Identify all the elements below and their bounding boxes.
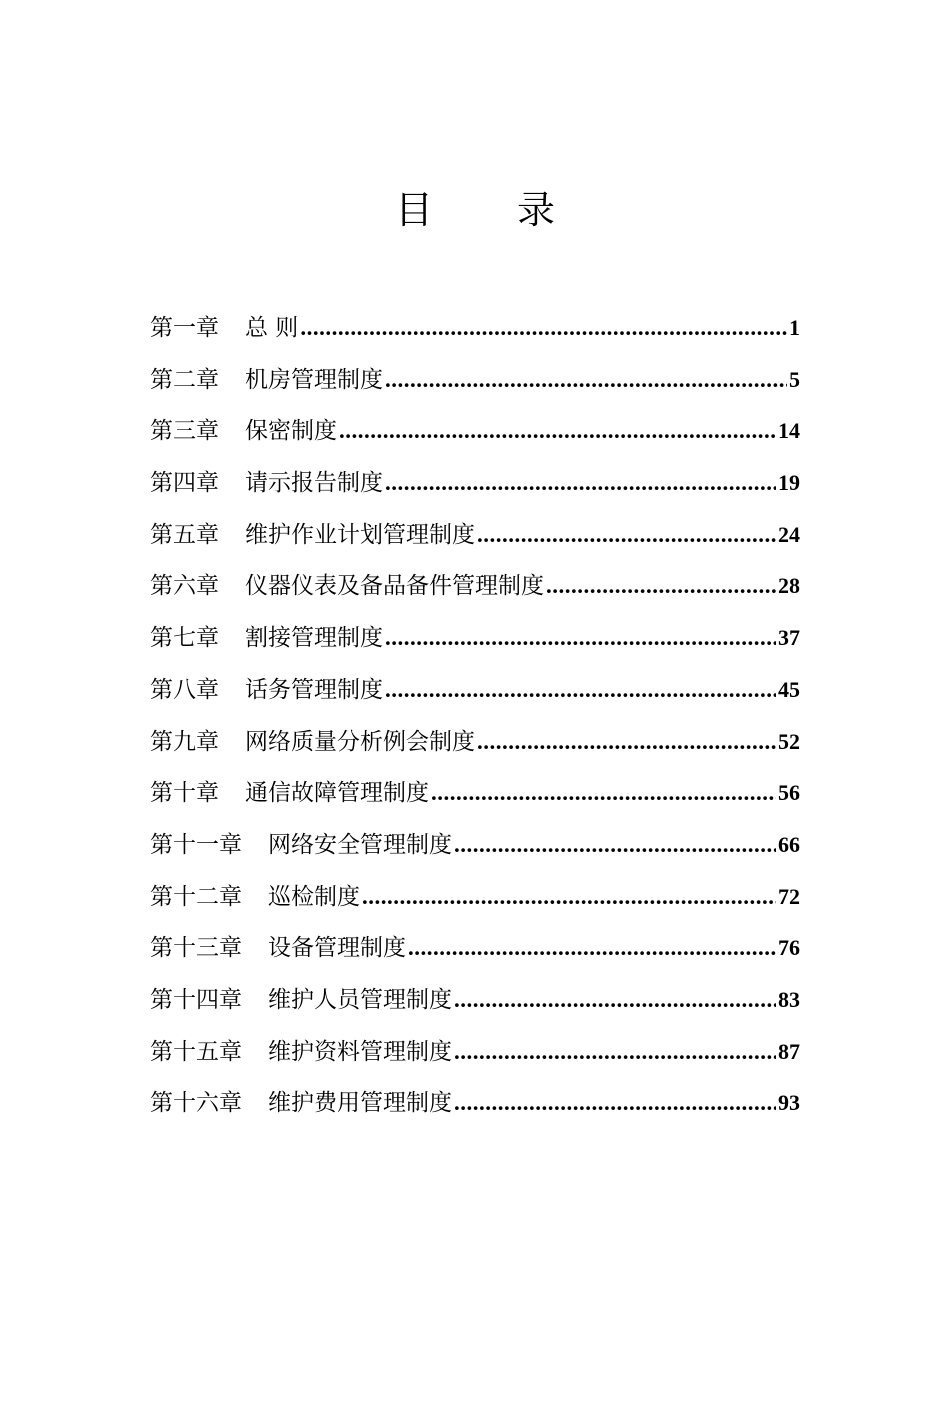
dot-leader bbox=[362, 875, 776, 919]
chapter-number: 第九章 bbox=[150, 728, 219, 755]
toc-entry[interactable] bbox=[150, 306, 800, 358]
toc-entry[interactable] bbox=[150, 771, 800, 823]
page-number: 72 bbox=[778, 883, 800, 909]
chapter-number: 第四章 bbox=[150, 470, 219, 497]
page-number: 93 bbox=[778, 1090, 800, 1116]
dot-leader bbox=[385, 461, 776, 505]
page-number: 14 bbox=[778, 418, 800, 444]
chapter-number: 第七章 bbox=[150, 625, 219, 652]
toc-entry[interactable] bbox=[150, 461, 800, 513]
toc-entry[interactable] bbox=[150, 720, 800, 772]
chapter-title: 网络安全管理制度 bbox=[268, 831, 452, 858]
chapter-title: 请示报告制度 bbox=[245, 470, 383, 497]
chapter-number: 第十章 bbox=[150, 780, 219, 807]
chapter-title: 维护资料管理制度 bbox=[268, 1038, 452, 1065]
chapter-title: 割接管理制度 bbox=[245, 625, 383, 652]
chapter-title: 保密制度 bbox=[245, 418, 337, 445]
toc-entry[interactable] bbox=[150, 1030, 800, 1082]
table-of-contents bbox=[150, 306, 800, 1133]
chapter-number: 第八章 bbox=[150, 676, 219, 703]
dot-leader bbox=[385, 616, 776, 660]
dot-leader bbox=[454, 1081, 776, 1125]
dot-leader bbox=[546, 564, 776, 608]
page-number: 19 bbox=[778, 470, 800, 496]
chapter-title: 维护作业计划管理制度 bbox=[245, 521, 475, 548]
chapter-number: 第一章 bbox=[150, 315, 219, 341]
toc-entry[interactable] bbox=[150, 513, 800, 565]
toc-entry[interactable] bbox=[150, 668, 800, 720]
page-number: 24 bbox=[778, 521, 800, 547]
page-number: 5 bbox=[789, 366, 800, 392]
toc-entry[interactable] bbox=[150, 1081, 800, 1133]
dot-leader bbox=[477, 513, 776, 557]
dot-leader bbox=[408, 926, 776, 970]
dot-leader bbox=[300, 306, 787, 350]
toc-entry[interactable] bbox=[150, 616, 800, 668]
chapter-number: 第十六章 bbox=[150, 1090, 242, 1117]
toc-entry[interactable] bbox=[150, 823, 800, 875]
chapter-title: 维护人员管理制度 bbox=[268, 986, 452, 1013]
page-number: 52 bbox=[778, 728, 800, 754]
toc-entry[interactable] bbox=[150, 358, 800, 410]
page-number: 28 bbox=[778, 573, 800, 599]
toc-entry[interactable] bbox=[150, 926, 800, 978]
chapter-title: 设备管理制度 bbox=[268, 935, 406, 962]
chapter-number: 第五章 bbox=[150, 521, 219, 548]
dot-leader bbox=[477, 720, 776, 764]
page-number: 87 bbox=[778, 1038, 800, 1064]
page-number: 83 bbox=[778, 986, 800, 1012]
chapter-title: 机房管理制度 bbox=[245, 366, 383, 393]
page-title: 目 录 bbox=[394, 188, 592, 232]
chapter-number: 第二章 bbox=[150, 366, 219, 393]
chapter-number: 第十五章 bbox=[150, 1038, 242, 1065]
toc-entry[interactable] bbox=[150, 409, 800, 461]
chapter-title: 巡检制度 bbox=[268, 883, 360, 910]
toc-entry[interactable] bbox=[150, 875, 800, 927]
chapter-number: 第十四章 bbox=[150, 986, 242, 1013]
toc-entry[interactable] bbox=[150, 564, 800, 616]
chapter-title: 话务管理制度 bbox=[245, 676, 383, 703]
chapter-title: 通信故障管理制度 bbox=[245, 780, 429, 807]
toc-entry[interactable] bbox=[150, 978, 800, 1030]
chapter-title: 仪器仪表及备品备件管理制度 bbox=[245, 573, 544, 600]
dot-leader bbox=[339, 409, 776, 453]
chapter-number: 第六章 bbox=[150, 573, 219, 600]
chapter-number: 第十三章 bbox=[150, 935, 242, 962]
page-number: 66 bbox=[778, 831, 800, 857]
chapter-title: 总 则 bbox=[245, 315, 299, 341]
dot-leader bbox=[385, 358, 787, 402]
chapter-title: 维护费用管理制度 bbox=[268, 1090, 452, 1117]
dot-leader bbox=[454, 823, 776, 867]
page-number: 56 bbox=[778, 780, 800, 806]
chapter-title: 网络质量分析例会制度 bbox=[245, 728, 475, 755]
dot-leader bbox=[385, 668, 776, 712]
page-number: 45 bbox=[778, 676, 800, 702]
page-number: 76 bbox=[778, 935, 800, 961]
dot-leader bbox=[454, 1030, 776, 1074]
chapter-number: 第三章 bbox=[150, 418, 219, 445]
dot-leader bbox=[431, 771, 776, 815]
dot-leader bbox=[454, 978, 776, 1022]
page-number: 37 bbox=[778, 625, 800, 651]
page-number: 1 bbox=[789, 315, 800, 340]
chapter-number: 第十二章 bbox=[150, 883, 242, 910]
chapter-number: 第十一章 bbox=[150, 831, 242, 858]
